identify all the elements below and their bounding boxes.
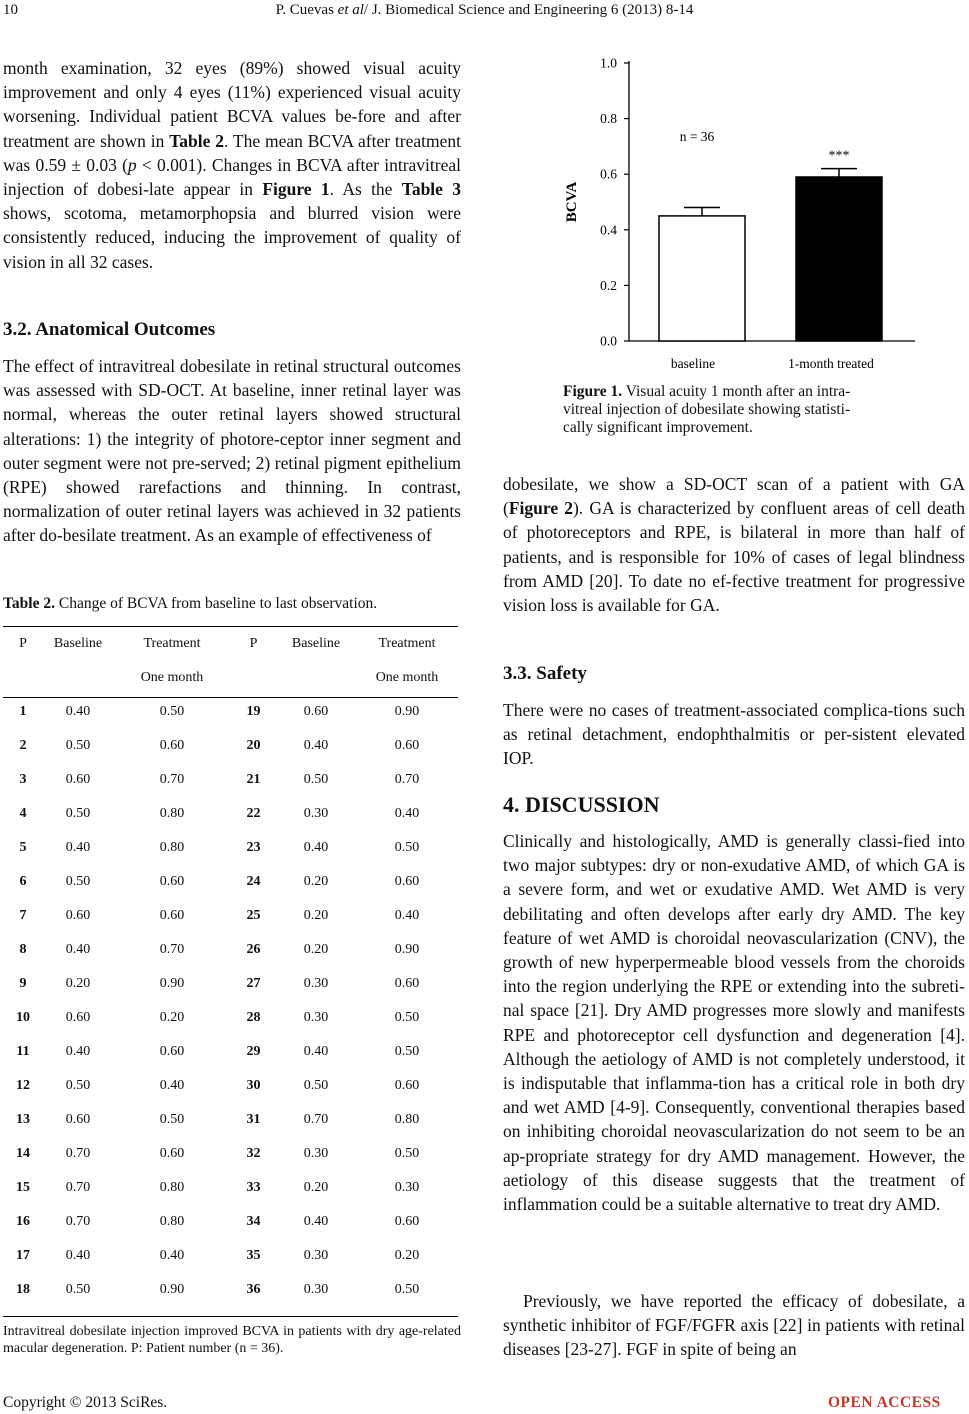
table-bottom-rule xyxy=(3,1316,458,1317)
col-subheader xyxy=(231,661,276,695)
col-subheader xyxy=(43,661,113,695)
patient-number-cell: 17 xyxy=(16,1248,30,1263)
bcva-cell: 0.50 xyxy=(159,704,185,719)
bcva-cell: 0.80 xyxy=(394,1112,420,1127)
bcva-cell: 0.60 xyxy=(394,976,420,991)
bcva-cell: 0.40 xyxy=(65,704,91,719)
table-row xyxy=(3,1171,458,1205)
patient-number-cell: 35 xyxy=(246,1248,261,1263)
bcva-cell: 0.50 xyxy=(65,1282,91,1297)
bcva-cell: 0.40 xyxy=(65,840,91,855)
bcva-cell: 0.40 xyxy=(303,1044,329,1059)
bcva-cell: 0.70 xyxy=(159,942,185,957)
y-tick-label: 0.6 xyxy=(600,166,617,182)
bcva-cell: 0.20 xyxy=(159,1010,185,1025)
bcva-cell: 0.60 xyxy=(159,908,185,923)
bcva-cell: 0.80 xyxy=(159,1180,185,1195)
caption-line: vitreal injection of dobesilate showing statisti- xyxy=(563,401,851,418)
table-row xyxy=(3,1273,458,1307)
col-subheader xyxy=(276,661,356,695)
bcva-cell: 0.30 xyxy=(303,976,329,991)
patient-number-cell: 30 xyxy=(246,1078,261,1093)
patient-number-cell: 15 xyxy=(16,1180,30,1195)
bcva-cell: 0.20 xyxy=(303,908,329,923)
right-paragraph-4 xyxy=(503,1289,965,1362)
patient-number-cell: 5 xyxy=(19,840,27,855)
bcva-cell: 0.60 xyxy=(65,772,91,787)
col-header: Treatment xyxy=(143,636,201,651)
bcva-cell: 0.60 xyxy=(394,738,420,753)
bcva-cell: 0.30 xyxy=(303,806,329,821)
significance-marker: *** xyxy=(828,148,850,164)
bcva-cell: 0.90 xyxy=(159,976,185,991)
bcva-cell: 0.50 xyxy=(303,1078,329,1093)
table-row xyxy=(3,831,458,865)
patient-number-cell: 4 xyxy=(19,806,27,821)
bcva-cell: 0.70 xyxy=(65,1180,91,1195)
patient-number-cell: 24 xyxy=(246,874,261,889)
table-header-row xyxy=(3,627,458,661)
table-row xyxy=(3,797,458,831)
col-header: Baseline xyxy=(291,636,341,651)
left-paragraph-1 xyxy=(3,56,461,274)
bcva-cell: 0.70 xyxy=(65,1214,91,1229)
figure-caption-label: Figure 1. xyxy=(563,383,623,400)
patient-number-cell: 1 xyxy=(19,704,27,719)
table-body xyxy=(3,695,458,1307)
table-row xyxy=(3,1103,458,1137)
table-row xyxy=(3,933,458,967)
bcva-cell: 0.50 xyxy=(159,1112,185,1127)
patient-number-cell: 14 xyxy=(16,1146,30,1161)
paragraph-text: The effect of intravitreal dobesilate in retinal structural outcomes was assessed with SD-OCT. At baseline, inner retinal layer was normal, whereas the outer retinal layers showed structural alterations: 1) the integrity of photore-ceptor inner segment and outer segment were not pre-served; 2) retinal pigment epithelium (RPE) showed rarefactions and thinning. In contrast, normalization of outer retinal layers was achieved in 32 patients after do-besilate treatment. As an example of effectiveness of xyxy=(3,356,461,546)
section-heading-4: 4. DISCUSSION xyxy=(503,792,660,817)
bcva-cell: 0.20 xyxy=(303,942,329,957)
bcva-cell: 0.90 xyxy=(394,704,420,719)
bar xyxy=(796,177,882,341)
page-number: 10 xyxy=(3,2,18,18)
section-heading-3-2: 3.2. Anatomical Outcomes xyxy=(3,319,216,340)
bcva-cell: 0.60 xyxy=(394,874,420,889)
bcva-cell: 0.70 xyxy=(303,1112,329,1127)
right-paragraph-3 xyxy=(503,829,965,1216)
bcva-cell: 0.40 xyxy=(65,942,91,957)
paragraph-text: There were no cases of treatment-associated complica-tions such as retinal detachment, endophthalmitis or per-sistent elevated IOP. xyxy=(503,700,965,769)
bcva-cell: 0.50 xyxy=(394,1282,420,1297)
bcva-cell: 0.60 xyxy=(394,1214,420,1229)
bcva-cell: 0.30 xyxy=(303,1248,329,1263)
bcva-cell: 0.90 xyxy=(394,942,420,957)
bcva-cell: 0.80 xyxy=(159,1214,185,1229)
bcva-cell: 0.40 xyxy=(394,806,420,821)
table-caption-label: Table 2. xyxy=(3,595,55,612)
patient-number-cell: 22 xyxy=(246,806,261,821)
bcva-cell: 0.50 xyxy=(394,840,420,855)
bcva-cell: 0.60 xyxy=(159,1146,185,1161)
patient-number-cell: 2 xyxy=(19,738,27,753)
patient-number-cell: 28 xyxy=(246,1010,261,1025)
bcva-cell: 0.50 xyxy=(303,772,329,787)
table-row xyxy=(3,899,458,933)
table-subheader-row xyxy=(3,661,458,695)
x-category-label: baseline xyxy=(670,356,716,371)
bcva-cell: 0.40 xyxy=(159,1248,185,1263)
text-run: shows, scotoma, metamorphopsia and blurred vision were consistently reduced, inducing the improvement of quality of vision in all 32 cases. xyxy=(3,203,461,272)
table-row xyxy=(3,1001,458,1035)
col-header: Treatment xyxy=(378,636,436,651)
bcva-cell: 0.30 xyxy=(303,1146,329,1161)
y-tick-label: 0.8 xyxy=(600,111,617,127)
y-tick-label: 0.4 xyxy=(600,222,617,238)
paragraph-text: Previously, we have reported the efficacy of dobesilate, a synthetic inhibitor of FGF/FGFR axis [22] in patients with retinal diseases [23-27]. FGF in spite of being an xyxy=(503,1291,965,1360)
table-row xyxy=(3,1205,458,1239)
bcva-cell: 0.50 xyxy=(394,1010,420,1025)
text-run: month examination, 32 eyes (89%) showed visual acuity improvement and only 4 eyes (11%) experienced visual acuity worsening. Individual patient BCVA values be-fore and after treatment are shown in xyxy=(3,58,461,151)
patient-number-cell: 33 xyxy=(246,1180,261,1195)
patient-number-cell: 12 xyxy=(16,1078,30,1093)
bcva-cell: 0.60 xyxy=(394,1078,420,1093)
bar xyxy=(659,216,745,341)
table-row xyxy=(3,865,458,899)
patient-number-cell: 21 xyxy=(246,772,261,787)
table-row xyxy=(3,1137,458,1171)
bcva-cell: 0.60 xyxy=(303,704,329,719)
bcva-cell: 0.60 xyxy=(159,874,185,889)
table-row xyxy=(3,695,458,729)
patient-number-cell: 25 xyxy=(246,908,261,923)
col-subheader: One month xyxy=(375,670,439,685)
text-run: dobesilate, we show a SD-OCT scan of a patient with GA ( xyxy=(503,474,965,519)
patient-number-cell: 18 xyxy=(16,1282,30,1297)
bcva-cell: 0.60 xyxy=(65,1112,91,1127)
bcva-cell: 0.40 xyxy=(65,1044,91,1059)
open-access-label: OPEN ACCESS xyxy=(828,1394,941,1411)
bcva-cell: 0.70 xyxy=(394,772,420,787)
y-tick-label: 0.0 xyxy=(600,333,617,349)
table-2-caption xyxy=(3,595,377,613)
bcva-cell: 0.20 xyxy=(303,874,329,889)
bcva-cell: 0.40 xyxy=(65,1248,91,1263)
bcva-cell: 0.50 xyxy=(65,806,91,821)
right-paragraph-1 xyxy=(503,472,965,617)
bcva-cell: 0.40 xyxy=(159,1078,185,1093)
patient-number-cell: 11 xyxy=(16,1044,30,1059)
bcva-cell: 0.30 xyxy=(394,1180,420,1195)
table-3-ref[interactable]: Table 3 xyxy=(401,179,461,200)
bcva-cell: 0.20 xyxy=(65,976,91,991)
patient-number-cell: 16 xyxy=(16,1214,30,1229)
y-axis-label: BCVA xyxy=(564,181,580,223)
sample-size-annotation: n = 36 xyxy=(679,128,715,144)
caption-line: cally significant improvement. xyxy=(563,419,753,436)
figure-2-ref[interactable]: Figure 2 xyxy=(508,498,573,519)
patient-number-cell: 32 xyxy=(246,1146,261,1161)
running-title-author: P. Cuevas xyxy=(275,2,334,18)
col-header: Baseline xyxy=(53,636,103,651)
patient-number-cell: 26 xyxy=(246,942,261,957)
patient-number-cell: 23 xyxy=(246,840,261,855)
left-paragraph-2 xyxy=(3,354,461,548)
table-2 xyxy=(3,627,458,1307)
bcva-cell: 0.60 xyxy=(65,908,91,923)
table-2-footnote: Intravitreal dobesilate injection improved BCVA in patients with dry age-related macular degeneration. P: Patient number (n = 36). xyxy=(3,1324,461,1356)
patient-number-cell: 6 xyxy=(19,874,27,889)
patient-number-cell: 36 xyxy=(246,1282,261,1297)
patient-number-cell: 27 xyxy=(246,976,261,991)
x-category-label: 1-month treated xyxy=(788,356,874,371)
bcva-cell: 0.50 xyxy=(65,738,91,753)
bcva-cell: 0.60 xyxy=(159,738,185,753)
patient-number-cell: 13 xyxy=(16,1112,30,1127)
table-caption-text: Change of BCVA from baseline to last observation. xyxy=(54,595,378,612)
section-heading-3-3: 3.3. Safety xyxy=(503,663,587,684)
bcva-cell: 0.60 xyxy=(65,1010,91,1025)
bcva-cell: 0.50 xyxy=(394,1044,420,1059)
figure-1-chart xyxy=(545,45,935,380)
col-subheader: One month xyxy=(140,670,204,685)
bcva-cell: 0.80 xyxy=(159,806,185,821)
page-header xyxy=(0,0,969,30)
bcva-cell: 0.40 xyxy=(303,840,329,855)
bcva-cell: 0.20 xyxy=(303,1180,329,1195)
running-title xyxy=(0,2,969,19)
bcva-cell: 0.70 xyxy=(159,772,185,787)
caption-line: Visual acuity 1 month after an intra- xyxy=(622,383,851,400)
col-subheader xyxy=(3,661,43,695)
text-run: . As the xyxy=(329,179,402,200)
copyright-notice: Copyright © 2013 SciRes. xyxy=(3,1394,168,1411)
y-tick-label: 1.0 xyxy=(600,55,617,71)
bcva-cell: 0.40 xyxy=(303,1214,329,1229)
patient-number-cell: 20 xyxy=(246,738,261,753)
col-header: P xyxy=(19,636,27,651)
p-variable: p xyxy=(127,154,137,175)
table-row xyxy=(3,1069,458,1103)
col-header: P xyxy=(249,636,258,651)
table-2-ref[interactable]: Table 2 xyxy=(169,130,224,151)
running-title-etal: et al xyxy=(337,2,364,18)
patient-number-cell: 3 xyxy=(19,772,27,787)
patient-number-cell: 34 xyxy=(246,1214,261,1229)
bcva-cell: 0.50 xyxy=(65,874,91,889)
patient-number-cell: 8 xyxy=(19,942,27,957)
bcva-cell: 0.20 xyxy=(394,1248,420,1263)
patient-number-cell: 9 xyxy=(19,976,27,991)
text-run: ). GA is characterized by confluent areas of cell death of photoreceptors and RPE, is bilateral in more than half of patients, and is responsible for 10% of cases of legal blindness from AMD [20]. To date no ef-fective treatment for progressive vision loss is available for GA. xyxy=(503,498,965,616)
text-run: < 0.001). Changes in BCVA after intravitreal injection of dobesi-late appear in xyxy=(3,154,461,200)
bcva-cell: 0.80 xyxy=(159,840,185,855)
table-row xyxy=(3,967,458,1001)
bcva-cell: 0.50 xyxy=(65,1078,91,1093)
bcva-cell: 0.40 xyxy=(303,738,329,753)
patient-number-cell: 19 xyxy=(246,704,261,719)
bcva-cell: 0.60 xyxy=(159,1044,185,1059)
patient-number-cell: 31 xyxy=(246,1112,261,1127)
table-row xyxy=(3,1239,458,1273)
figure-1-ref[interactable]: Figure 1 xyxy=(262,179,330,200)
bcva-cell: 0.70 xyxy=(65,1146,91,1161)
table-row xyxy=(3,763,458,797)
patient-number-cell: 29 xyxy=(246,1044,261,1059)
paragraph-text: Clinically and histologically, AMD is generally classi-fied into two major subtypes: dry or non-exudative AMD, of which GA is a severe form, and wet or exudative AMD. Wet AMD is very debilitating and often develops after early dry AMD. The key feature of wet AMD is choroidal neovascularization (CNV), the growth of new hyperpermeable blood vessels from the choroids into the region underlying the RPE or extending into the subreti-nal space [21]. Dry AMD progresses more slowly and manifests RPE and photoreceptor cell dysfunction and degeneration [4]. Although the aetiology of AMD is not completely understood, it is indisputable that inflamma-tion has a critical role in both dry and wet AMD [4-9]. Consequently, conventional therapies based on inhibiting choroidal neovascularization do not seem to be an ap-propriate strategy for dry AMD management. However, the aetiology of this disease suggests that the treatment of inflammation could be a suitable alternative to treat dry AMD. xyxy=(503,831,965,1215)
y-tick-label: 0.2 xyxy=(600,277,617,293)
right-paragraph-2 xyxy=(503,698,965,771)
text-run: . The mean BCVA after treatment was 0.59 ± 0.03 ( xyxy=(3,130,461,175)
table-row xyxy=(3,1035,458,1069)
bcva-cell: 0.40 xyxy=(394,908,420,923)
bcva-cell: 0.50 xyxy=(394,1146,420,1161)
running-title-rest: / J. Biomedical Science and Engineering 6 (2013) 8-14 xyxy=(363,2,694,18)
patient-number-cell: 10 xyxy=(16,1010,30,1025)
bcva-cell: 0.90 xyxy=(159,1282,185,1297)
figure-1-caption xyxy=(563,383,923,437)
bcva-cell: 0.30 xyxy=(303,1010,329,1025)
bcva-cell: 0.30 xyxy=(303,1282,329,1297)
table-row xyxy=(3,729,458,763)
patient-number-cell: 7 xyxy=(19,908,27,923)
